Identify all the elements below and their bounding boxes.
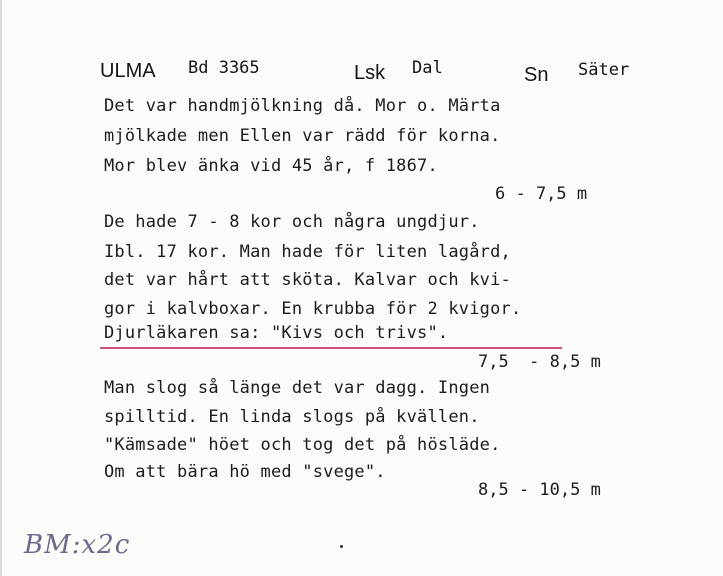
text-line-6: det var hårt att sköta. Kalvar och kvi-: [104, 270, 511, 290]
text-line-9: Man slog så länge det var dagg. Ingen: [104, 378, 491, 398]
handwritten-note: BM:x2c: [24, 530, 131, 560]
measurement-2: 7,5 - 8,5 m: [478, 352, 601, 372]
archive-label: ULMA: [100, 60, 156, 82]
text-line-5: Ibl. 17 kor. Man hade för liten lagård,: [104, 242, 511, 262]
text-line-1: Det var handmjölkning då. Mor o. Märta: [104, 96, 501, 116]
text-line-10: spilltid. En linda slogs på kvällen.: [104, 407, 480, 427]
socken-value: Säter: [578, 60, 630, 80]
socken-label: Sn: [524, 64, 549, 86]
text-line-2: mjölkade men Ellen var rädd för korna.: [104, 126, 501, 146]
text-line-12: Om att bära hö med "svege".: [104, 462, 386, 482]
archive-number: Bd 3365: [188, 58, 260, 78]
text-line-3: Mor blev änka vid 45 år, f 1867.: [104, 156, 438, 176]
text-line-11: "Kämsade" höet och tog det på hösläde.: [104, 435, 501, 455]
text-line-7: gor i kalvboxar. En krubba för 2 kvigor.: [104, 299, 522, 319]
measurement-1: 6 - 7,5 m: [495, 184, 588, 204]
red-underline: [100, 347, 562, 349]
measurement-3: 8,5 - 10,5 m: [478, 480, 601, 500]
landskap-label: Lsk: [354, 62, 386, 84]
landskap-value: Dal: [412, 58, 443, 78]
ink-dot: [340, 545, 343, 548]
text-line-4: De hade 7 - 8 kor och några ungdjur.: [104, 212, 480, 232]
text-line-8: Djurläkaren sa: "Kivs och trivs".: [104, 323, 449, 343]
